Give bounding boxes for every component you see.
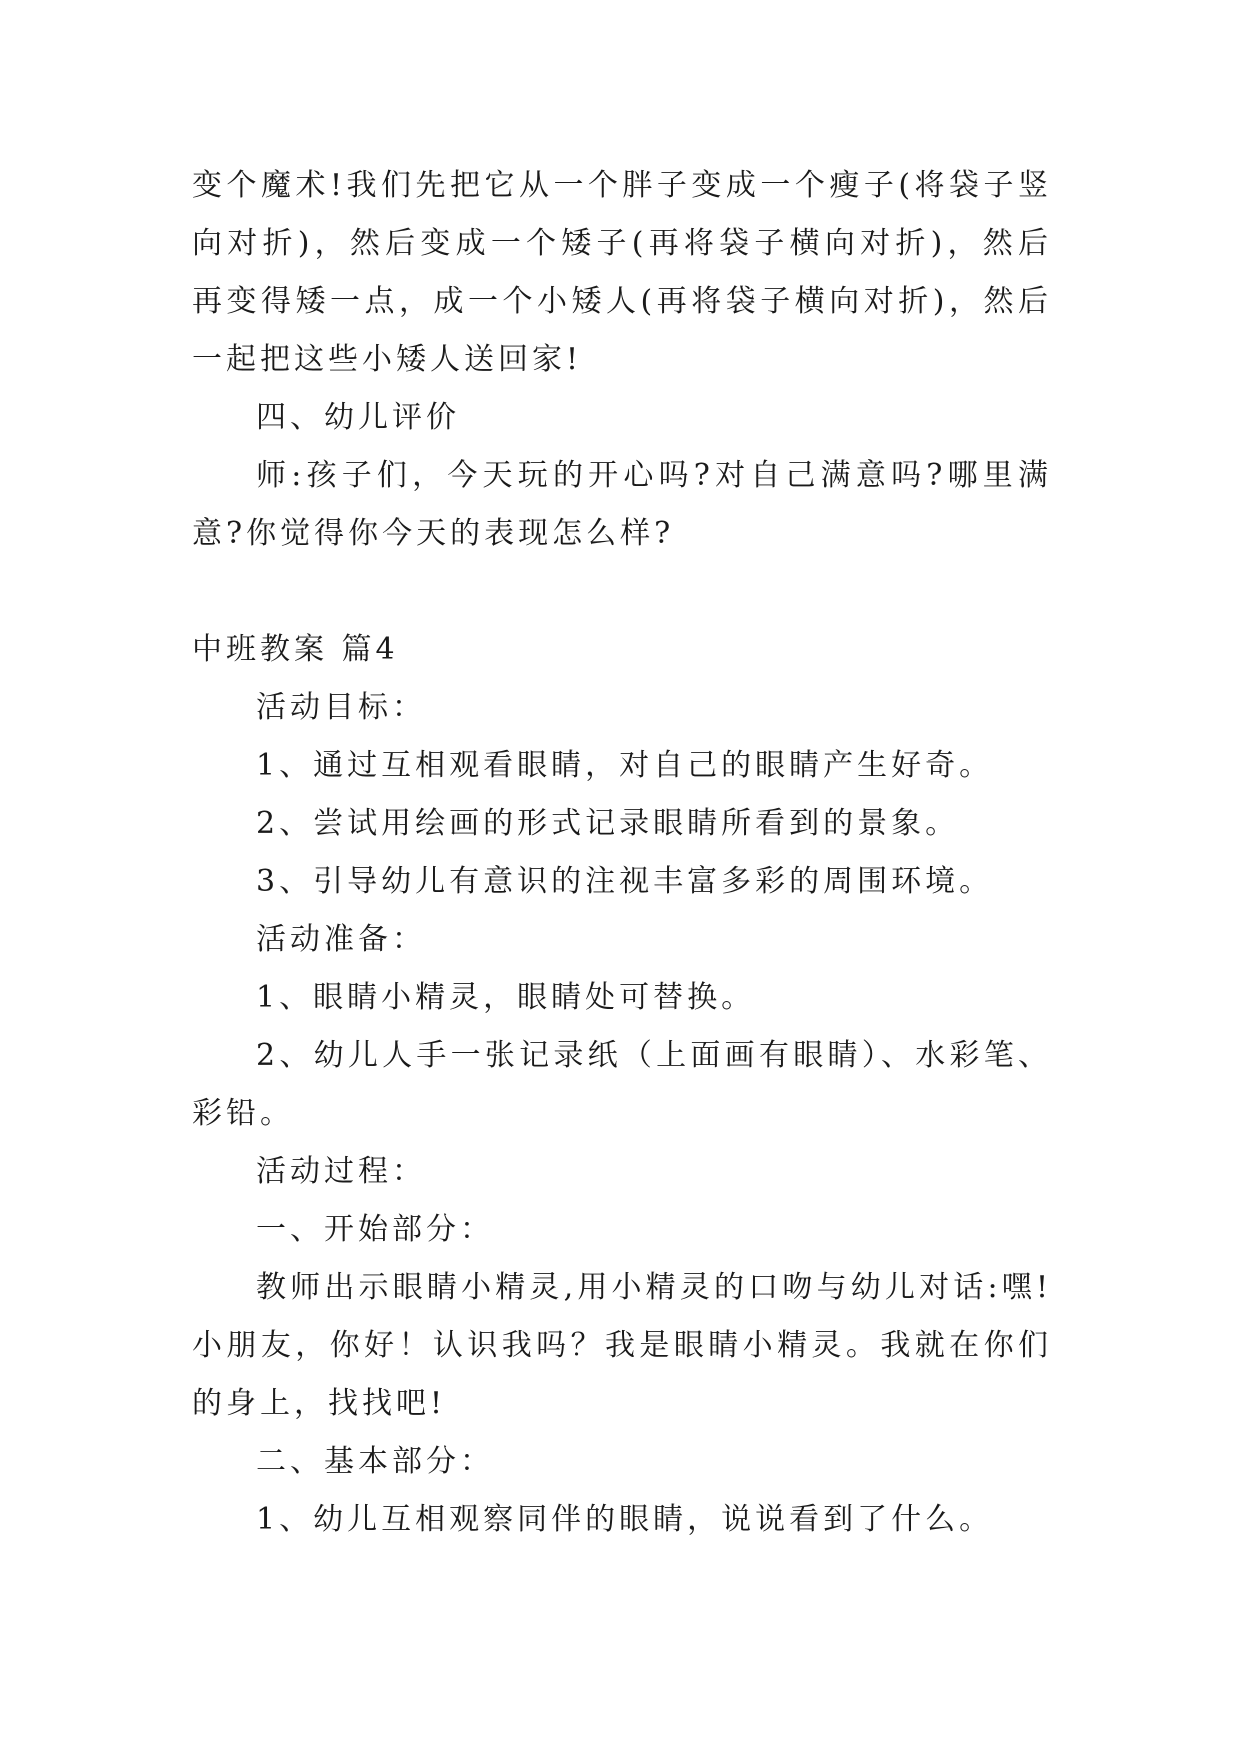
- paragraph-teacher-question: 师:孩子们，今天玩的开心吗?对自己满意吗?哪里满意?你觉得你今天的表现怎么样?: [192, 458, 1052, 551]
- heading-preparation: 活动准备：: [256, 922, 426, 957]
- heading-goals: 活动目标：: [256, 690, 426, 725]
- paragraph-start-part: 教师出示眼睛小精灵,用小精灵的口吻与幼儿对话:嘿!小朋友，你好！认识我吗？我是眼睛小精灵。我就在你们的身上，找找吧!: [192, 1270, 1052, 1421]
- heading-basic-part: 二、基本部分：: [256, 1444, 494, 1479]
- heading-evaluation: 四、幼儿评价: [256, 400, 460, 435]
- basic-part-item: 1、幼儿互相观察同伴的眼睛，说说看到了什么。: [256, 1502, 994, 1537]
- heading-start-part: 一、开始部分：: [256, 1212, 494, 1247]
- preparation-item: 1、眼睛小精灵，眼睛处可替换。: [256, 980, 756, 1015]
- document-body: [192, 157, 1052, 1549]
- paragraph-continued: 变个魔术!我们先把它从一个胖子变成一个瘦子(将袋子竖向对折)，然后变成一个矮子(再将袋子横向对折)，然后再变得矮一点，成一个小矮人(再将袋子横向对折)，然后一起把这些小矮人送回家!: [192, 168, 1052, 377]
- goal-item: 1、通过互相观看眼睛，对自己的眼睛产生好奇。: [256, 748, 994, 783]
- goal-item: 3、引导幼儿有意识的注视丰富多彩的周围环境。: [256, 864, 994, 899]
- preparation-item: 2、幼儿人手一张记录纸（上面画有眼睛）、水彩笔、彩铅。: [192, 1038, 1052, 1131]
- section-title: 中班教案 篇4: [192, 632, 399, 667]
- heading-process: 活动过程：: [256, 1154, 426, 1189]
- goal-item: 2、尝试用绘画的形式记录眼睛所看到的景象。: [256, 806, 960, 841]
